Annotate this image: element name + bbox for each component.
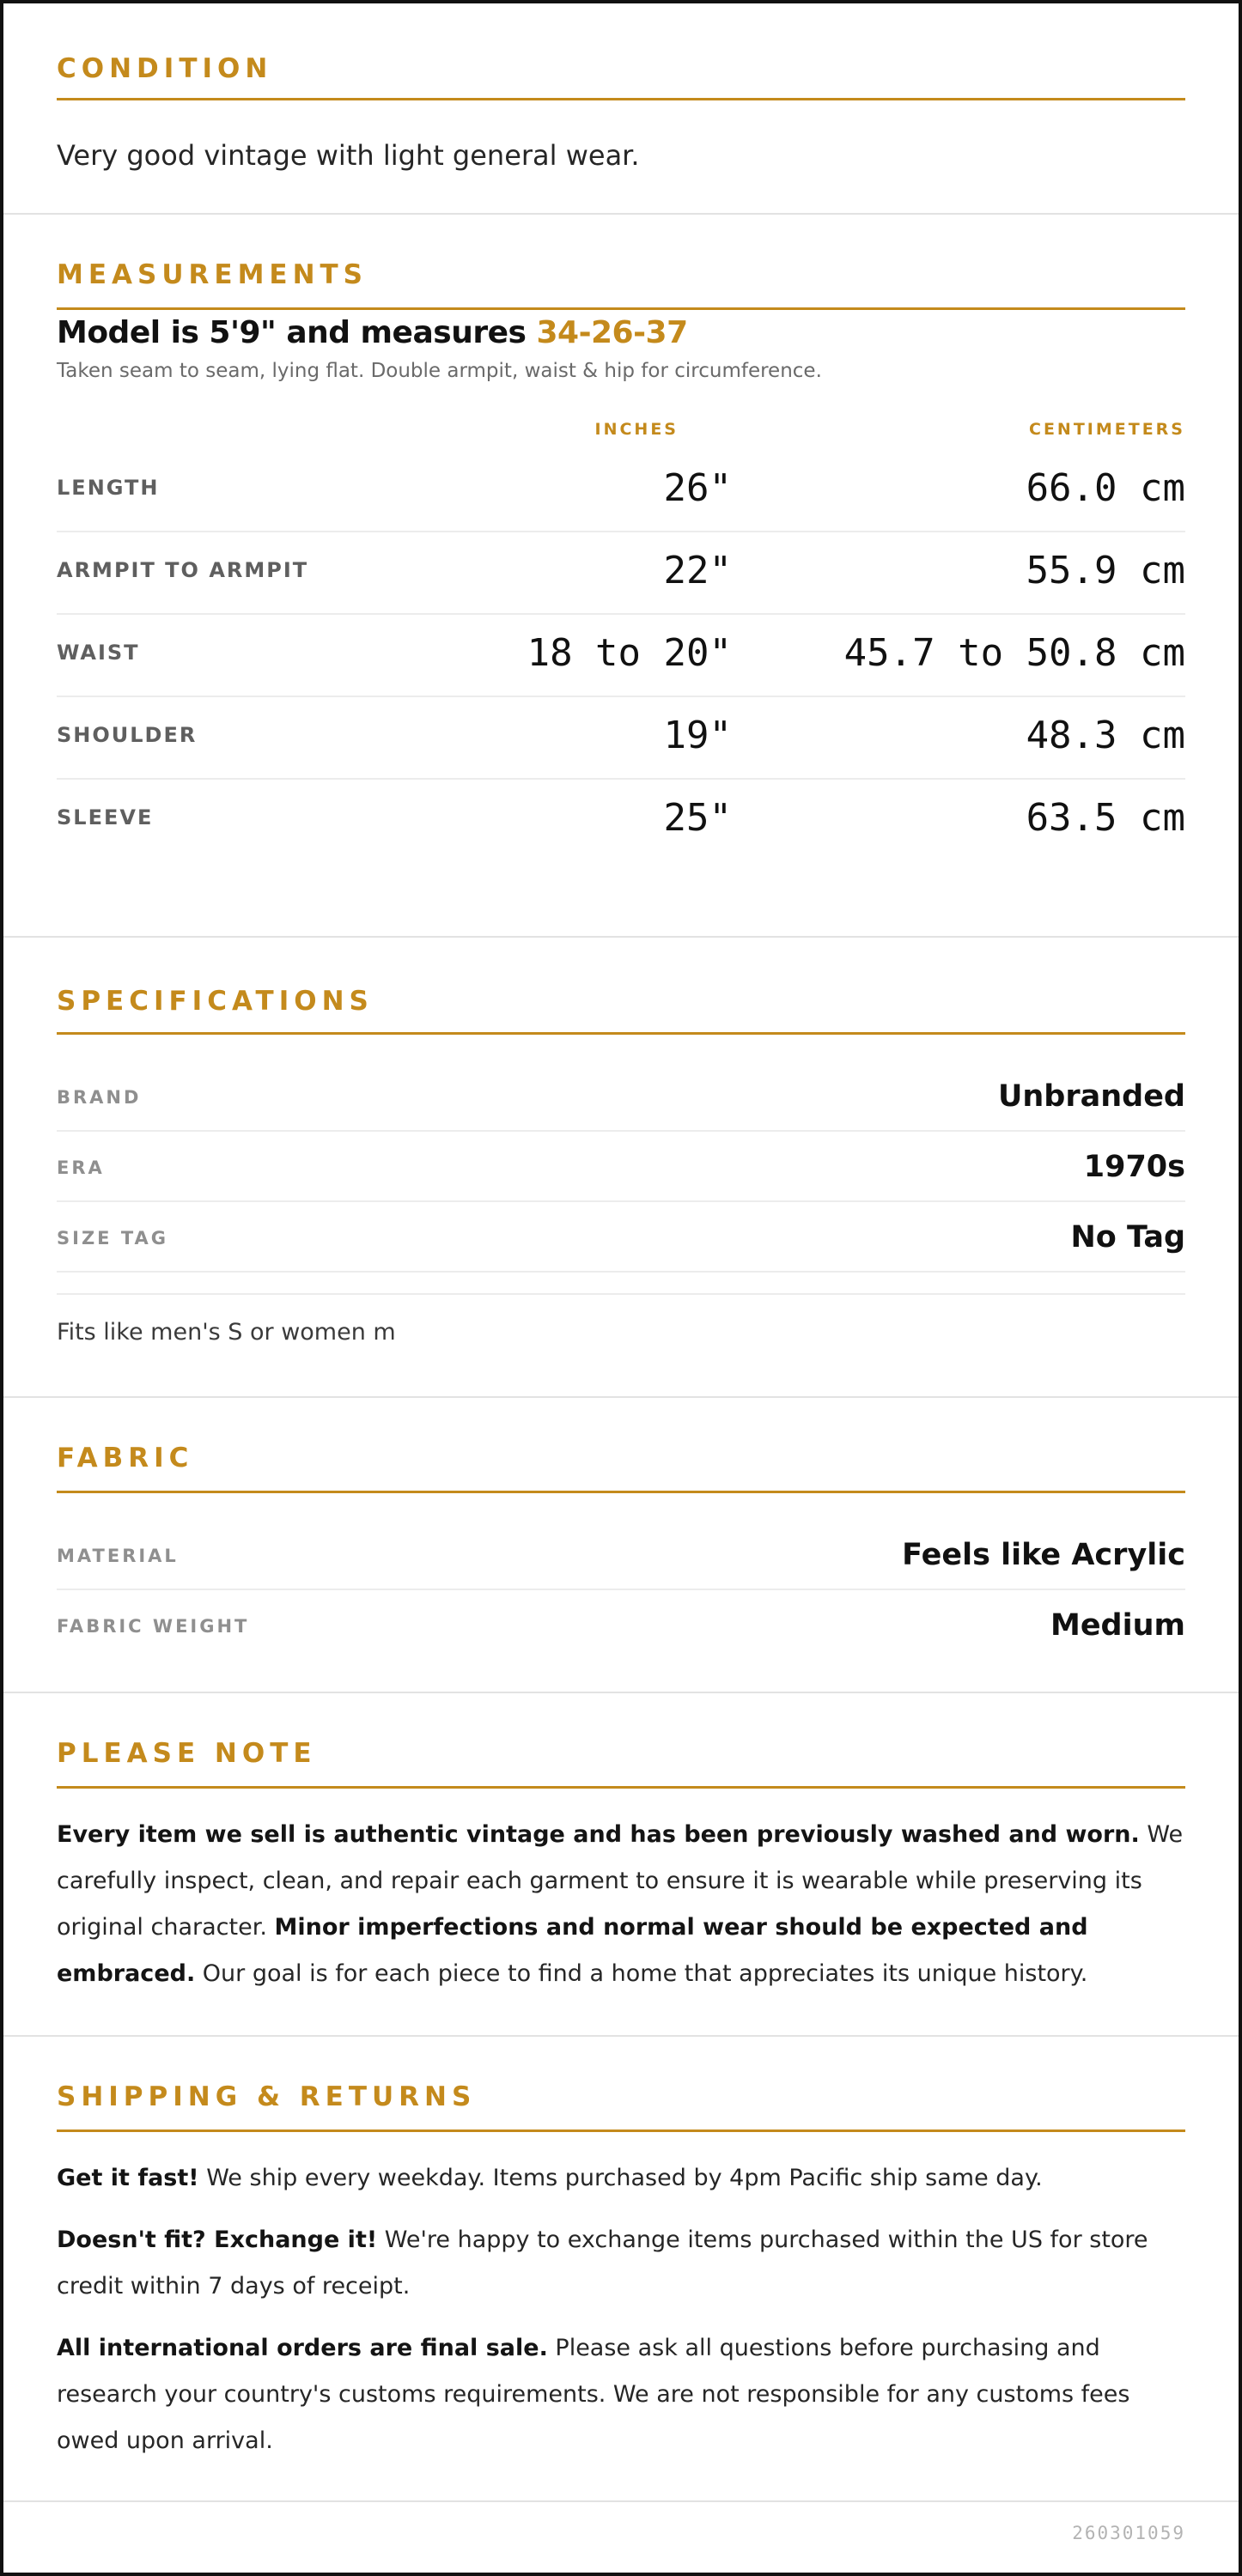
please-note-section	[3, 1693, 1239, 2037]
measurement-inches: 25"	[663, 796, 732, 840]
measurement-inches: 18 to 20"	[527, 631, 732, 675]
spec-row-brand	[57, 1061, 1185, 1132]
shipping-p3-text: Please ask all questions before purchasing and research your country's customs requirements. We are not responsible for any customs fees owed upon arrival.	[57, 2335, 1130, 2454]
measurement-label: SHOULDER	[57, 723, 198, 747]
measurements-divider	[57, 307, 1185, 310]
spec-row-era	[57, 1132, 1185, 1202]
condition-divider	[57, 98, 1185, 100]
fabric-row-weight	[57, 1590, 1185, 1661]
measurement-cm: 48.3 cm	[1026, 714, 1185, 757]
spec-value: No Tag	[1070, 1220, 1185, 1255]
measurement-label: ARMPIT TO ARMPIT	[57, 558, 309, 582]
please-note-text-2: Our goal is for each piece to find a home that appreciates its unique history.	[195, 1960, 1088, 1987]
shipping-section	[3, 2037, 1239, 2502]
spec-label: SIZE TAG	[57, 1228, 169, 1249]
spec-value: 1970s	[1083, 1150, 1185, 1184]
fabric-label: MATERIAL	[57, 1546, 179, 1566]
spec-label: ERA	[57, 1157, 105, 1178]
please-note-title: PLEASE NOTE	[57, 1738, 317, 1769]
spec-label: BRAND	[57, 1087, 142, 1108]
shipping-p1-text: We ship every weekday. Items purchased by 4pm Pacific ship same day.	[198, 2165, 1043, 2191]
measurement-row-sleeve	[57, 780, 1185, 862]
please-note-divider	[57, 1786, 1185, 1789]
shipping-paragraph-international	[57, 2325, 1185, 2464]
product-code: 260301059	[1072, 2523, 1185, 2543]
measurements-section	[3, 215, 1239, 938]
measurements-title: MEASUREMENTS	[57, 259, 368, 290]
fits-divider	[57, 1293, 1185, 1295]
measurement-label: SLEEVE	[57, 805, 154, 829]
shipping-p2-bold: Doesn't fit? Exchange it!	[57, 2227, 378, 2253]
shipping-divider	[57, 2129, 1185, 2132]
measurement-inches: 22"	[663, 549, 732, 592]
model-stats: 34-26-37	[536, 315, 688, 350]
centimeters-column-header: CENTIMETERS	[1029, 420, 1185, 439]
fabric-title: FABRIC	[57, 1443, 194, 1473]
measurement-cm: 66.0 cm	[1026, 466, 1185, 510]
fabric-value: Medium	[1050, 1608, 1185, 1643]
shipping-p3-bold: All international orders are final sale.	[57, 2335, 548, 2361]
measurement-cm: 45.7 to 50.8 cm	[843, 631, 1185, 675]
fabric-value: Feels like Acrylic	[902, 1538, 1185, 1572]
please-note-text	[57, 1812, 1185, 1997]
condition-text: Very good vintage with light general wear.	[57, 139, 640, 172]
shipping-paragraph-exchange	[57, 2217, 1185, 2310]
shipping-p2-text: We're happy to exchange items purchased within the US for store credit within 7 days of receipt.	[57, 2227, 1148, 2300]
measurement-cm: 63.5 cm	[1026, 796, 1185, 840]
measurement-label: WAIST	[57, 641, 140, 665]
fabric-divider	[57, 1491, 1185, 1493]
spec-value: Unbranded	[997, 1079, 1185, 1114]
inches-column-header: INCHES	[594, 420, 679, 439]
spec-row-size-tag	[57, 1202, 1185, 1273]
specifications-title: SPECIFICATIONS	[57, 986, 374, 1017]
condition-section	[3, 3, 1239, 215]
please-note-text-1: We carefully inspect, clean, and repair each garment to ensure it is wearable while preserving its original character.	[57, 1821, 1184, 1941]
specifications-divider	[57, 1032, 1185, 1035]
fabric-section	[3, 1398, 1239, 1693]
shipping-paragraph-fast	[57, 2155, 1185, 2202]
measurements-subtitle: Taken seam to seam, lying flat. Double armpit, waist & hip for circumference.	[57, 360, 822, 382]
measurement-cm: 55.9 cm	[1026, 549, 1185, 592]
shipping-p1-bold: Get it fast!	[57, 2165, 199, 2191]
please-note-bold-2: Minor imperfections and normal wear should be expected and embraced.	[57, 1914, 1088, 1987]
please-note-bold-1: Every item we sell is authentic vintage and has been previously washed and worn.	[57, 1821, 1140, 1848]
condition-title: CONDITION	[57, 53, 273, 84]
measurement-inches: 19"	[663, 714, 732, 757]
specifications-section	[3, 938, 1239, 1398]
measurement-row-length	[57, 450, 1185, 532]
fit-note: Fits like men's S or women m	[57, 1319, 396, 1346]
measurement-row-shoulder	[57, 697, 1185, 780]
model-measurements	[57, 313, 688, 354]
measurement-row-armpit	[57, 532, 1185, 615]
measurement-row-waist	[57, 615, 1185, 697]
fabric-row-material	[57, 1520, 1185, 1590]
shipping-title: SHIPPING & RETURNS	[57, 2081, 477, 2112]
measurement-inches: 26"	[663, 466, 732, 510]
fabric-label: FABRIC WEIGHT	[57, 1616, 250, 1637]
measurement-label: LENGTH	[57, 476, 160, 500]
model-prefix: Model is 5'9" and measures	[57, 315, 537, 350]
